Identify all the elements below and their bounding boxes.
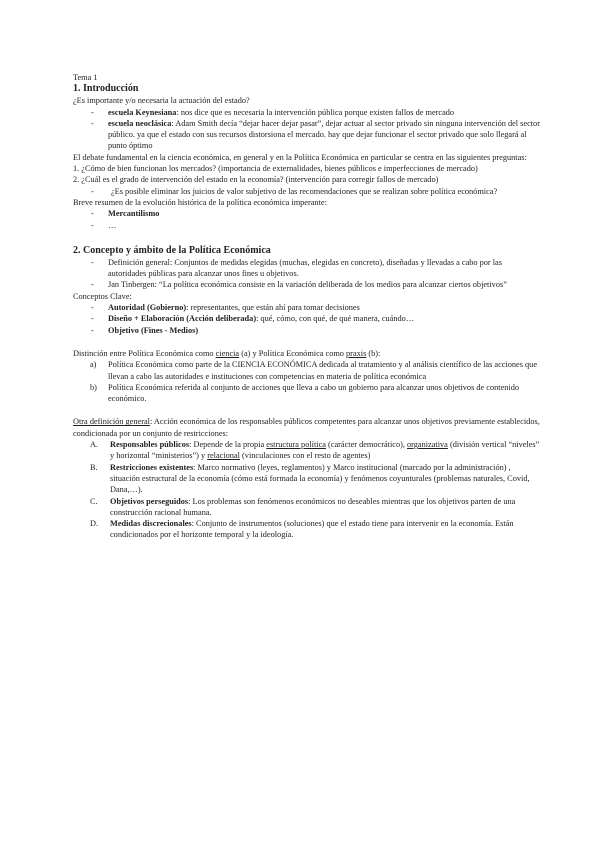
spacer [73,336,542,348]
text-run: (carácter democrático), [325,440,408,450]
text-run: : Acción económica de los responsables públicos competentes para alcanzar unos objetivos previamente establecidos, condicionada por un conjunto de restricciones: [73,417,540,438]
text-run: Distinción entre Política Económica como [73,348,216,358]
list-item [73,208,542,219]
ciencia-term: ciencia [215,348,240,358]
question-1: 1. ¿Cómo de bien funcionan los mercados? (importancia de externalidades, bienes públicos e imperfecciones de mercado) [73,164,478,174]
item-term: Objetivos perseguidos [110,496,189,506]
concept-name: Diseño + Elaboración (Acción deliberada) [108,314,257,324]
item-text: Política Económica referida al conjunto de acciones que lleva a cabo un gobierno para alcanzar unos objetivos de contenido económico. [108,382,519,404]
spacer [73,404,542,416]
item-marker: B. [90,462,98,472]
school-desc: : Adam Smith decía “dejar hacer dejar pasar”, dejar actuar al sector privado sin ninguna intervención del sector público. ya que el estado con sus recursos distorsiona el mercado. hay que dejar funcionar el sector privado que solo llegará al punto óptimo [108,118,540,151]
question-2: 2. ¿Cuál es el grado de intervención del estado en la economía? (intervención para corregir fallos de mercado) [73,175,439,185]
school-name: escuela Keynesiana [108,107,177,117]
item-marker: D. [90,519,99,529]
list-item [73,462,542,496]
list-item [73,359,542,382]
item-marker: b) [90,382,97,392]
item-marker: A. [90,440,99,450]
list-item: - … [73,220,542,231]
item-term: Restricciones existentes [110,462,194,472]
text-run: (b): [366,348,381,358]
concept-name: Autoridad (Gobierno) [108,303,187,313]
list-item [73,518,542,541]
item-text: : Conjunto de instrumentos (soluciones) que el estado tiene para intervenir en la economía. Están condicionados por el horizonte temporal y la ideología. [110,519,514,540]
spacer [73,231,542,245]
text-run: (división vertical “niveles” y horizontal “ministerios”) y [110,440,540,461]
key-concepts-label: Conceptos Clave: [73,291,132,301]
item-text: Política Económica como parte de la CIENCIA ECONÓMICA dedicada al tratamiento y al análisis científico de las acciones que llevan a cabo las autoridades e instituciones con competencias en materia de política económica [108,360,537,381]
list-item [73,302,542,313]
other-definition-paragraph [73,416,542,439]
text-run: : Depende de la propia [189,440,267,450]
concept-desc: : qué, cómo, con qué, de qué manera, cuándo… [256,314,415,324]
intro-question: ¿Es importante y/o necesaria la actuación del estado? [73,96,250,106]
item-text: : Los problemas son fenómenos económicos no deseables mientras que los objetivos parten de una construcción racional humana. [110,496,516,517]
question-2-sublist [73,186,542,197]
concept-name: Objetivo (Fines - Medios) [108,325,199,335]
schools-list [73,107,542,152]
history-list [73,208,542,231]
underlined-term: estructura política [266,440,326,450]
mercantilismo-label: Mercantilismo [108,209,160,219]
underlined-term: relacional [207,451,240,461]
list-item [73,439,542,462]
item-marker: C. [90,496,98,506]
list-item [73,325,542,336]
history-intro: Breve resumen de la evolución histórica de la política económica imperante: [73,197,327,207]
underlined-term: organizativa [407,440,448,450]
text-run: (a) y Política Económica como [239,348,347,358]
distinction-list [73,359,542,404]
list-item: - ¿Es posible eliminar los juicios de valor subjetivo de las recomendaciones que se realizan sobre política económica? [73,186,542,197]
list-item: - Definición general: Conjuntos de medidas elegidas (muchas, elegidas en concreto), diseñadas y llevadas a cabo por las autoridades públicas para alcanzar unos fines u objetivos. [73,257,542,280]
list-item [73,382,542,405]
concept-desc: : representantes, que están ahí para tomar decisiones [186,303,360,313]
item-term: Responsables públicos [110,440,190,450]
section-2-heading: 2. Concepto y ámbito de la Política Económica [73,244,271,256]
school-desc: : nos dice que es necesaria la intervención pública porque existen fallos de mercado [176,107,455,117]
section-1-heading: 1. Introducción [73,83,139,95]
list-item [73,107,542,118]
key-concepts-list [73,302,542,336]
restrictions-list [73,439,542,541]
praxis-term: praxis [346,348,367,358]
distinction-paragraph [73,348,542,359]
debate-paragraph: El debate fundamental en la ciencia económica, en general y en la Política Económica en particular se centra en las siguientes preguntas: [73,152,527,162]
list-item [73,118,542,152]
list-item: - Jan Tinbergen: “La política económica consiste en la variación deliberada de los medios para alcanzar ciertos objetivos” [73,279,542,290]
other-definition-label: Otra definición general [73,417,150,427]
list-item [73,496,542,519]
item-text: : Marco normativo (leyes, reglamentos) y Marco institucional (marcado por la administración) , situación estructural de la economía (cómo está formada la economía) y fenómenos coyunturales (problemas naturales, Covid, Dana,…). [110,462,530,495]
school-name: escuela neoclásica [108,118,172,128]
item-marker: a) [90,360,97,370]
list-item [73,313,542,324]
item-term: Medidas discrecionales [110,519,192,529]
text-run: (vinculaciones con el resto de agentes) [239,451,371,461]
definitions-list [73,257,542,291]
topic-label: Tema 1 [73,73,98,82]
